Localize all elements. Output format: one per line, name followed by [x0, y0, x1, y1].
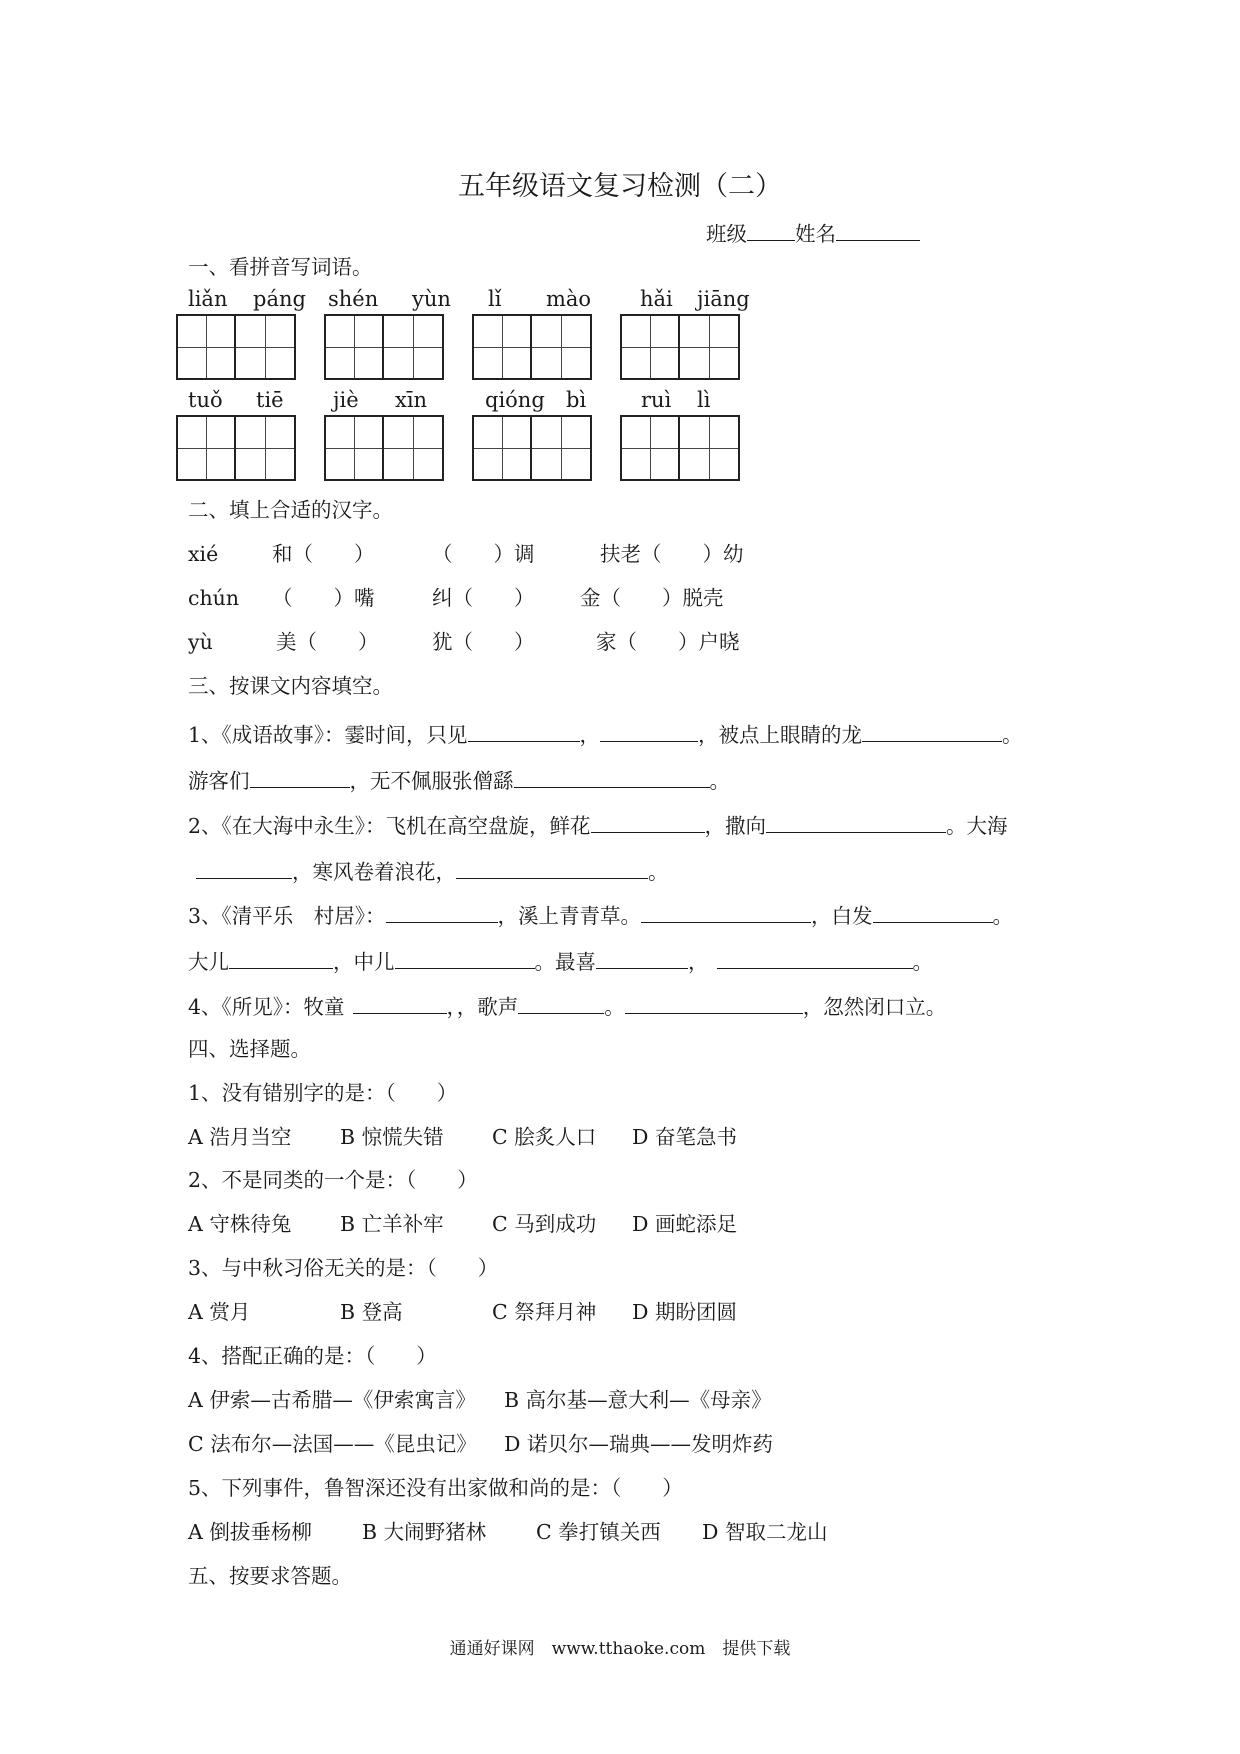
pinyin: qióng: [485, 388, 545, 412]
fill-item[interactable]: 金（ ）脱壳: [580, 586, 724, 610]
fill-item[interactable]: 扶老（ ）幼: [600, 542, 744, 566]
q2-line-2: ，寒风卷着浪花， 。: [196, 856, 669, 886]
answer-blank[interactable]: [600, 719, 698, 742]
writing-grid[interactable]: [324, 314, 444, 380]
mc-question: 2、不是同类的一个是：（ ）: [188, 1168, 478, 1192]
mc-question: 1、没有错别字的是：（ ）: [188, 1081, 458, 1105]
answer-blank[interactable]: [196, 856, 292, 879]
pinyin: ruì: [641, 388, 672, 412]
mc-option[interactable]: C 法布尔—法国——《昆虫记》: [188, 1432, 477, 1456]
answer-blank[interactable]: [862, 719, 1002, 742]
pinyin: liǎn: [188, 287, 228, 311]
answer-blank[interactable]: [717, 946, 913, 969]
mc-option[interactable]: B 高尔基—意大利—《母亲》: [504, 1388, 772, 1412]
class-name-line: [706, 218, 920, 248]
section-4-heading: 四、选择题。: [188, 1037, 311, 1061]
fill-pinyin: chún: [188, 586, 240, 610]
writing-grid[interactable]: [620, 415, 740, 481]
section-1-heading: 一、看拼音写词语。: [188, 255, 373, 279]
name-label: 姓名: [795, 222, 836, 246]
section-3-heading: 三、按课文内容填空。: [188, 674, 393, 698]
mc-option[interactable]: D 画蛇添足: [632, 1212, 737, 1236]
writing-grid[interactable]: [324, 415, 444, 481]
answer-blank[interactable]: [514, 765, 710, 788]
q2-line-1: 2、《在大海中永生》：飞机在高空盘旋，鲜花 ，撒向 。大海: [188, 810, 1008, 840]
pinyin: tuǒ: [188, 388, 223, 412]
writing-grid[interactable]: [472, 415, 592, 481]
mc-option[interactable]: C 脍炙人口: [492, 1125, 597, 1149]
answer-blank[interactable]: [591, 810, 705, 833]
mc-question: 3、与中秋习俗无关的是：（ ）: [188, 1256, 499, 1280]
writing-grid[interactable]: [620, 314, 740, 380]
answer-blank[interactable]: [229, 946, 333, 969]
section-2-heading: 二、填上合适的汉字。: [188, 498, 393, 522]
pinyin: hǎi: [640, 287, 673, 311]
mc-option[interactable]: D 智取二龙山: [702, 1520, 828, 1544]
answer-blank[interactable]: [596, 946, 688, 969]
footer-credit: 通通好课网 www.tthaoke.com 提供下载: [449, 1639, 791, 1659]
q3-line-2: 大儿 ，中儿 。最喜 ， 。: [188, 946, 933, 976]
mc-option[interactable]: A 倒拔垂杨柳: [188, 1520, 312, 1544]
answer-blank[interactable]: [766, 810, 946, 833]
pinyin: bì: [566, 388, 587, 412]
pinyin: mào: [546, 287, 592, 311]
fill-item[interactable]: 犹（ ）: [432, 630, 535, 654]
mc-option[interactable]: B 大闹野猪林: [362, 1520, 487, 1544]
class-blank[interactable]: [747, 218, 795, 241]
answer-blank[interactable]: [468, 719, 580, 742]
mc-option[interactable]: C 马到成功: [492, 1212, 597, 1236]
fill-pinyin: yù: [188, 630, 213, 654]
fill-item[interactable]: （ ）嘴: [272, 586, 375, 610]
section-5-heading: 五、按要求答题。: [188, 1564, 352, 1588]
answer-blank[interactable]: [250, 765, 350, 788]
class-label: 班级: [706, 222, 747, 246]
answer-blank[interactable]: [395, 946, 535, 969]
mc-option[interactable]: A 赏月: [188, 1300, 251, 1324]
mc-option[interactable]: A 浩月当空: [188, 1125, 292, 1149]
mc-option[interactable]: D 奋笔急书: [632, 1125, 737, 1149]
q4-line: 4、《所见》：牧童 ，，歌声 。 ，忽然闭口立。: [188, 991, 946, 1021]
pinyin: jiāng: [697, 287, 750, 311]
mc-option[interactable]: C 祭拜月神: [492, 1300, 597, 1324]
answer-blank[interactable]: [353, 991, 447, 1014]
page-title: 五年级语文复习检测（二）: [458, 171, 782, 202]
mc-option[interactable]: A 守株待兔: [188, 1212, 292, 1236]
mc-question: 5、下列事件，鲁智深还没有出家做和尚的是：（ ）: [188, 1476, 683, 1500]
pinyin: shén: [328, 287, 379, 311]
pinyin: lì: [697, 388, 711, 412]
q3-line-1: 3、《清平乐 村居》： ，溪上青青草。 ，白发 。: [188, 900, 1013, 930]
mc-question: 4、搭配正确的是：（ ）: [188, 1344, 437, 1368]
fill-item[interactable]: 家（ ）户晓: [596, 630, 740, 654]
mc-option[interactable]: A 伊索—古希腊—《伊索寓言》: [188, 1388, 476, 1412]
answer-blank[interactable]: [456, 856, 648, 879]
fill-item[interactable]: 和（ ）: [272, 542, 375, 566]
answer-blank[interactable]: [625, 991, 803, 1014]
pinyin: páng: [253, 287, 306, 311]
q1-line-2: 游客们 ，无不佩服张僧繇 。: [188, 765, 730, 795]
answer-blank[interactable]: [641, 900, 811, 923]
answer-blank[interactable]: [518, 991, 604, 1014]
mc-option[interactable]: D 期盼团圆: [632, 1300, 737, 1324]
mc-option[interactable]: B 惊慌失错: [340, 1125, 444, 1149]
pinyin: yùn: [412, 287, 451, 311]
mc-option[interactable]: D 诺贝尔—瑞典——发明炸药: [504, 1432, 773, 1456]
writing-grid[interactable]: [472, 314, 592, 380]
writing-grid[interactable]: [176, 415, 296, 481]
pinyin: jiè: [333, 388, 359, 412]
mc-option[interactable]: C 拳打镇关西: [536, 1520, 661, 1544]
writing-grid[interactable]: [176, 314, 296, 380]
mc-option[interactable]: B 登高: [340, 1300, 403, 1324]
pinyin: tiē: [256, 388, 284, 412]
q1-line-1: 1、《成语故事》：霎时间，只见 ， ，被点上眼睛的龙 。: [188, 719, 1023, 749]
fill-pinyin: xié: [188, 542, 219, 566]
fill-item[interactable]: 纠（ ）: [432, 586, 535, 610]
name-blank[interactable]: [836, 218, 920, 241]
fill-item[interactable]: （ ）调: [432, 542, 535, 566]
fill-item[interactable]: 美（ ）: [276, 630, 379, 654]
answer-blank[interactable]: [873, 900, 993, 923]
answer-blank[interactable]: [386, 900, 498, 923]
mc-option[interactable]: B 亡羊补牢: [340, 1212, 444, 1236]
pinyin: xīn: [395, 388, 428, 412]
pinyin: lǐ: [488, 287, 502, 311]
